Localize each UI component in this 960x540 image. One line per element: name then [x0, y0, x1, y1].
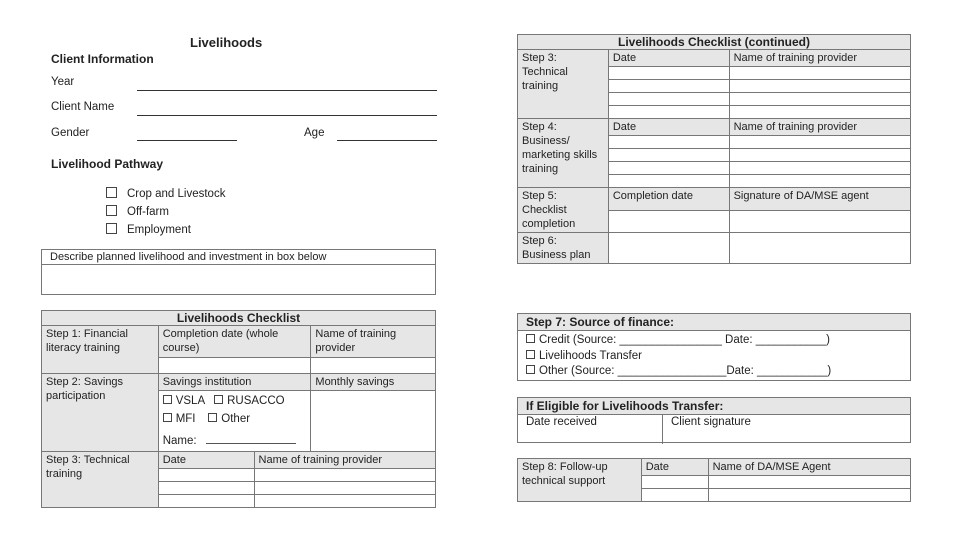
r-step3-date-cell[interactable] — [608, 67, 729, 80]
date-header: Date — [158, 452, 254, 469]
step1-label: Step 1: Financial literacy training — [42, 326, 159, 374]
r-step4-provider-cell[interactable] — [729, 162, 910, 175]
monthly-savings-cell[interactable] — [311, 391, 436, 452]
r-step5-date-cell[interactable] — [608, 211, 729, 233]
date-received-field[interactable] — [518, 415, 663, 444]
r-step6-label: Step 6: Business plan — [518, 233, 609, 264]
eligible-box — [517, 397, 911, 443]
checkbox-icon — [106, 223, 117, 234]
checkbox-icon — [163, 395, 172, 404]
r-step4-provider-cell[interactable] — [729, 136, 910, 149]
credit-option[interactable]: Credit (Source: ________________ Date: ___________) — [526, 333, 902, 349]
r-step6-signature-cell[interactable] — [729, 233, 910, 264]
name-field[interactable] — [206, 443, 296, 444]
rusacco-option[interactable]: RUSACCO — [214, 395, 285, 407]
describe-label: Describe planned livelihood and investment in box below — [42, 250, 435, 265]
client-name-label: Client Name — [51, 101, 115, 113]
r-step4-date-cell[interactable] — [608, 136, 729, 149]
r-step3-provider-cell[interactable] — [729, 106, 910, 119]
continued-title: Livelihoods Checklist (continued) — [518, 35, 911, 50]
training-provider-header: Name of training provider — [254, 452, 435, 469]
r-step4-provider-cell[interactable] — [729, 175, 910, 188]
step8-date-header: Date — [641, 459, 708, 476]
checkbox-icon — [526, 334, 535, 343]
describe-box[interactable] — [41, 249, 436, 295]
age-label: Age — [304, 127, 325, 139]
signature-header: Signature of DA/MSE agent — [729, 188, 910, 211]
r-step3-date-cell[interactable] — [608, 80, 729, 93]
year-label: Year — [51, 76, 75, 88]
year-field[interactable] — [137, 90, 437, 91]
checklist-continued-table — [517, 34, 911, 264]
r-step5-signature-cell[interactable] — [729, 211, 910, 233]
step8-label: Step 8: Follow-up technical support — [518, 459, 642, 502]
r-step4-date-cell[interactable] — [608, 175, 729, 188]
pathway-option-crop[interactable]: Crop and Livestock — [106, 187, 225, 200]
r-step5-label: Step 5: Checklist completion — [518, 188, 609, 233]
completion-date-header: Completion date — [608, 188, 729, 211]
checkbox-icon — [163, 413, 172, 422]
r-step3-date-cell[interactable] — [608, 93, 729, 106]
client-signature-label: Client signature — [671, 416, 751, 428]
gender-label: Gender — [51, 127, 90, 139]
checkbox-icon — [526, 365, 535, 374]
step3-date-cell[interactable] — [158, 482, 254, 495]
step3-provider-cell[interactable] — [254, 482, 435, 495]
step8-date-cell[interactable] — [641, 489, 708, 502]
client-info-heading: Client Information — [51, 52, 154, 66]
checklist-title: Livelihoods Checklist — [42, 311, 436, 326]
r-step4-provider-cell[interactable] — [729, 149, 910, 162]
name-label: Name: — [162, 435, 197, 447]
step1-date-cell[interactable] — [158, 358, 311, 374]
r-step3-provider-cell[interactable] — [729, 93, 910, 106]
r-step3-provider-cell[interactable] — [729, 80, 910, 93]
checkbox-icon — [526, 350, 535, 359]
step3-date-cell[interactable] — [158, 469, 254, 482]
form-title: Livelihoods — [190, 35, 263, 50]
r-step4-label: Step 4: Business/ marketing skills training — [518, 119, 609, 188]
finance-heading: Step 7: Source of finance: — [518, 314, 910, 331]
checkbox-icon — [106, 187, 117, 198]
r-date-header: Date — [608, 119, 729, 136]
vsla-option[interactable]: VSLA — [163, 395, 205, 407]
completion-date-header: Completion date (whole course) — [158, 326, 311, 358]
pathway-option-offfarm[interactable]: Off-farm — [106, 205, 169, 218]
savings-options-cell — [158, 391, 311, 452]
eligible-heading: If Eligible for Livelihoods Transfer: — [518, 398, 910, 415]
r-step3-date-cell[interactable] — [608, 106, 729, 119]
other-finance-option[interactable]: Other (Source: _________________Date: ___________) — [526, 364, 902, 380]
age-field[interactable] — [337, 140, 437, 141]
follow-up-table — [517, 458, 911, 502]
r-date-header: Date — [608, 50, 729, 67]
step3-provider-cell[interactable] — [254, 495, 435, 508]
finance-box — [517, 313, 911, 381]
livelihoods-checklist-table — [41, 310, 436, 508]
step1-provider-cell[interactable] — [311, 358, 436, 374]
checkbox-icon — [208, 413, 217, 422]
gender-field[interactable] — [137, 140, 237, 141]
r-provider-header: Name of training provider — [729, 119, 910, 136]
pathway-option-employment[interactable]: Employment — [106, 223, 191, 236]
checkbox-icon — [214, 395, 223, 404]
r-step4-date-cell[interactable] — [608, 149, 729, 162]
r-step3-provider-cell[interactable] — [729, 67, 910, 80]
client-signature-field[interactable] — [663, 415, 759, 444]
monthly-savings-header: Monthly savings — [311, 374, 436, 391]
step8-agent-header: Name of DA/MSE Agent — [708, 459, 910, 476]
step8-agent-cell[interactable] — [708, 489, 910, 502]
r-step6-date-cell[interactable] — [608, 233, 729, 264]
checkbox-icon — [106, 205, 117, 216]
date-received-label: Date received — [526, 416, 597, 428]
step8-date-cell[interactable] — [641, 476, 708, 489]
savings-institution-header: Savings institution — [158, 374, 311, 391]
r-provider-header: Name of training provider — [729, 50, 910, 67]
step2-label: Step 2: Savings participation — [42, 374, 159, 452]
pathway-heading: Livelihood Pathway — [51, 157, 164, 171]
mfi-option[interactable]: MFI — [163, 413, 196, 425]
step3-date-cell[interactable] — [158, 495, 254, 508]
step8-agent-cell[interactable] — [708, 476, 910, 489]
r-step4-date-cell[interactable] — [608, 162, 729, 175]
client-name-field[interactable] — [137, 115, 437, 116]
r-step3-label: Step 3: Technical training — [518, 50, 609, 119]
step3-label: Step 3: Technical training — [42, 452, 159, 508]
step3-provider-cell[interactable] — [254, 469, 435, 482]
transfer-option[interactable]: Livelihoods Transfer — [526, 349, 902, 365]
other-option[interactable]: Other — [208, 413, 250, 425]
provider-header: Name of training provider — [311, 326, 436, 358]
